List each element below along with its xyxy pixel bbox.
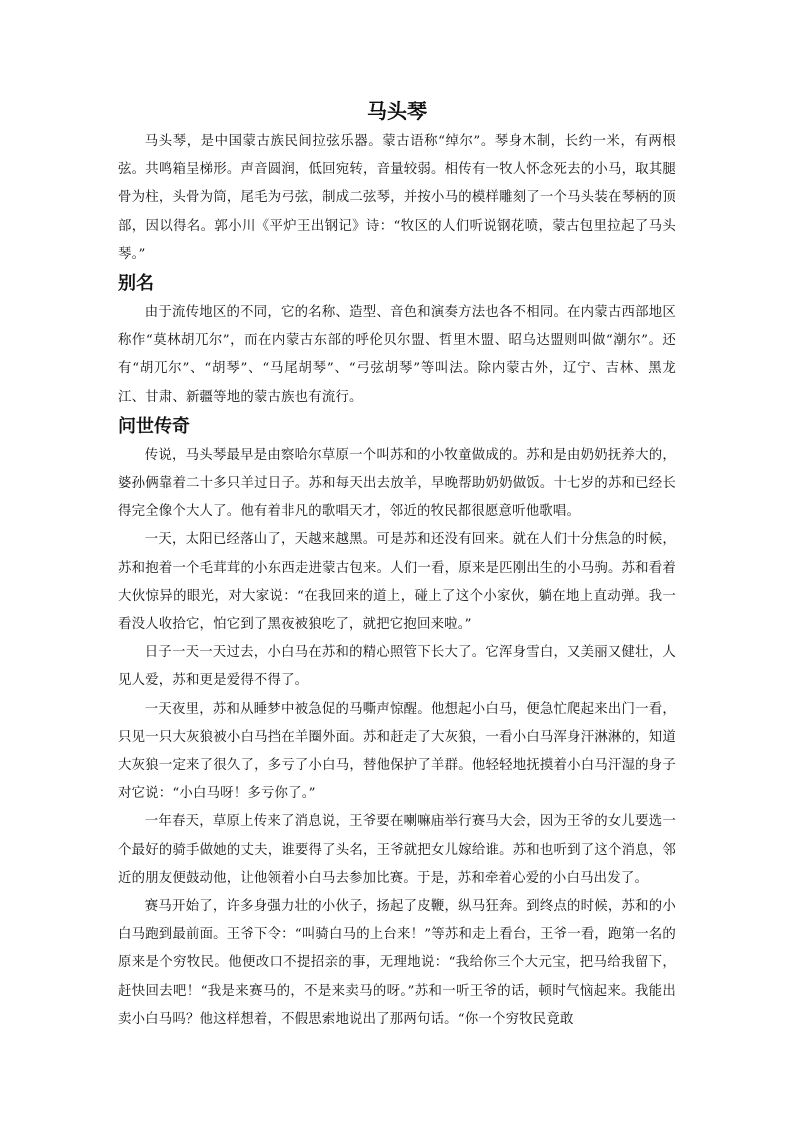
legend-paragraph-2: 一天，太阳已经落山了，天越来越黑。可是苏和还没有回来。就在人们十分焦急的时候，苏和抱着一个毛茸茸的小东西走进蒙古包来。人们一看，原来是匹刚出生的小马驹。苏和看着大伙惊异的眼光，对大家说：“在我回来的道上，碰上了这个小家伙，躺在地上直动弹。我一看没人收拾它，怕它到了黑夜被狼吃了，就把它抱回来啦。”: [118, 532, 676, 633]
document-title: 马头琴: [367, 99, 427, 123]
legend-paragraph-4: 一天夜里，苏和从睡梦中被急促的马嘶声惊醒。他想起小白马，便急忙爬起来出门一看，只见一只大灰狼被小白马挡在羊圈外面。苏和赶走了大灰狼，一看小白马浑身汗淋淋的，知道大灰狼一定来了很久了，多亏了小白马，替他保护了羊群。他轻轻地抚摸着小白马汗湿的身子对它说：“小白马呀！多亏你了。”: [118, 701, 676, 802]
legend-paragraph-6: 赛马开始了，许多身强力壮的小伙子，扬起了皮鞭，纵马狂奔。到终点的时候，苏和的小白马跑到最前面。王爷下令：“叫骑白马的上台来！”等苏和走上看台，王爷一看，跑第一名的原来是个穷牧民。他便改口不提招亲的事，无理地说：“我给你三个大元宝，把马给我留下，赶快回去吧！“我是来赛马的，不是来卖马的呀。”苏和一听王爷的话，顿时气恼起来。我能出卖小白马吗？他这样想着，不假思索地说出了那两句话。“你一个穷牧民竟敢: [118, 899, 676, 1027]
section-heading-alias: 别名: [118, 273, 154, 295]
legend-paragraph-1: 传说，马头琴最早是由察哈尔草原一个叫苏和的小牧童做成的。苏和是由奶奶抚养大的，婆孙俩靠着二十多只羊过日子。苏和每天出去放羊，早晚帮助奶奶做饭。十七岁的苏和已经长得完全像个大人了。他有着非凡的歌唱天才，邻近的牧民都很愿意听他歌唱。: [118, 447, 676, 520]
alias-paragraph: 由于流传地区的不同，它的名称、造型、音色和演奏方法也各不相同。在内蒙古西部地区称作“莫林胡兀尔”，而在内蒙古东部的呼伦贝尔盟、哲里木盟、昭乌达盟则叫做“潮尔”。还有“胡兀尔”、“胡琴”、“马尾胡琴”、“弓弦胡琴”等叫法。除内蒙古外，辽宁、吉林、黑龙江、甘肃、新疆等地的蒙古族也有流行。: [118, 305, 676, 405]
document-page: [118, 94, 676, 1034]
legend-paragraph-3: 日子一天一天过去，小白马在苏和的精心照管下长大了。它浑身雪白，又美丽又健壮，人见人爱，苏和更是爱得不得了。: [118, 645, 676, 689]
legend-paragraph-5: 一年春天，草原上传来了消息说，王爷要在喇嘛庙举行赛马大会，因为王爷的女儿要选一个最好的骑手做她的丈夫，谁要得了头名，王爷就把女儿嫁给谁。苏和也听到了这个消息，邻近的朋友便鼓动他，让他领着小白马去参加比赛。于是，苏和牵着心爱的小白马出发了。: [118, 814, 676, 886]
intro-paragraph: 马头琴，是中国蒙古族民间拉弦乐器。蒙古语称“绰尔”。琴身木制，长约一米，有两根弦。共鸣箱呈梯形。声音圆润，低回宛转，音量较弱。相传有一牧人怀念死去的小马，取其腿骨为柱，头骨为筒，尾毛为弓弦，制成二弦琴，并按小马的模样雕刻了一个马头装在琴柄的顶部，因以得名。郭小川《平炉王出钢记》诗：“牧区的人们听说钢花喷，蒙古包里拉起了马头琴。”: [118, 134, 676, 262]
section-heading-legend: 问世传奇: [118, 415, 190, 437]
